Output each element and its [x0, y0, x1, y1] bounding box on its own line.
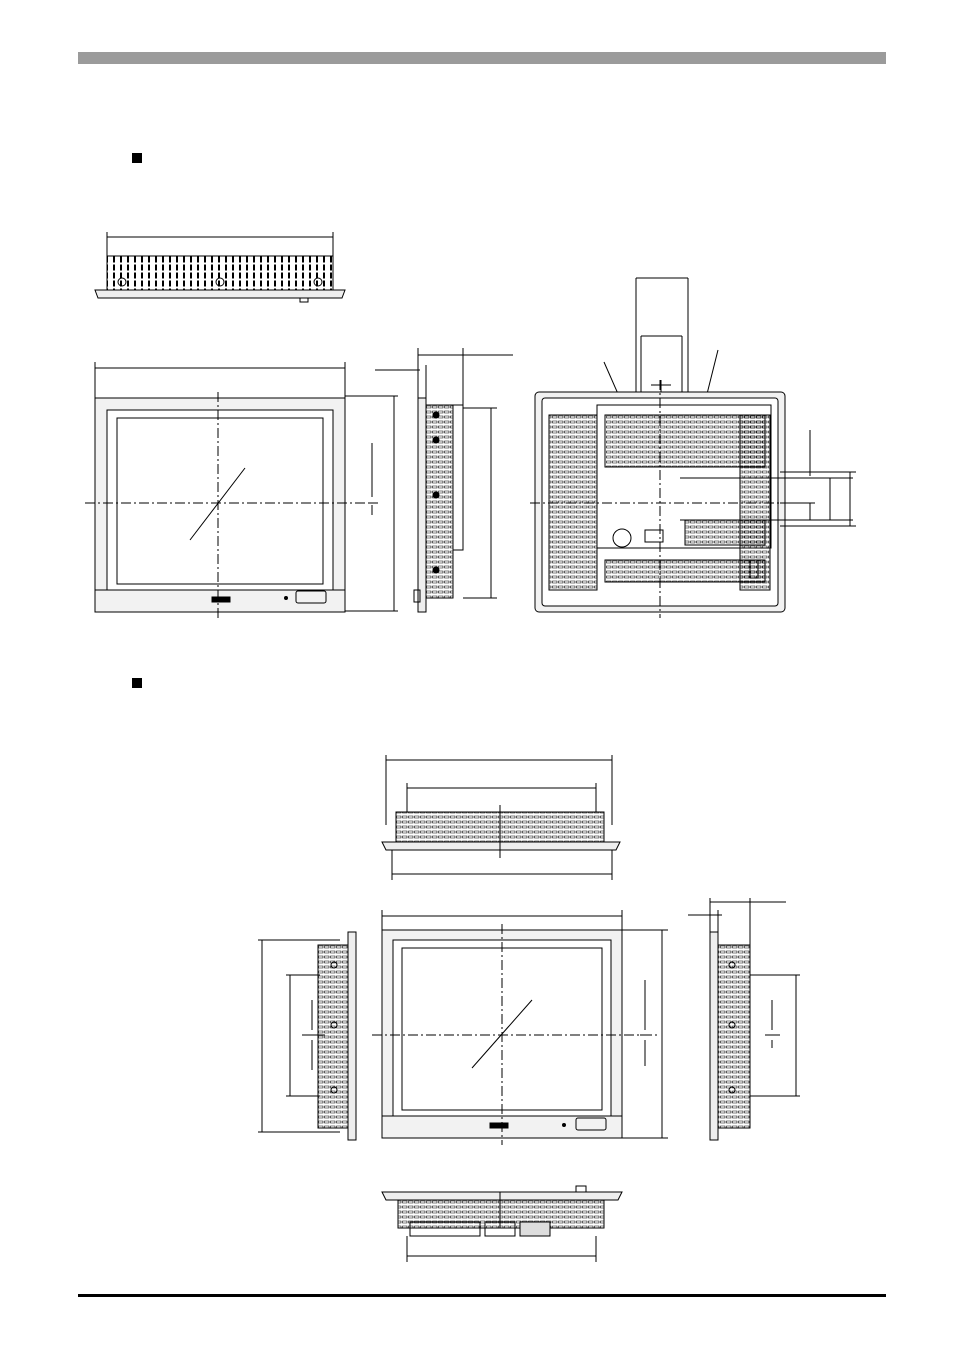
- section2-front-view: [372, 910, 668, 1145]
- section2-top-view: [382, 755, 620, 880]
- section2-bottom-view: [382, 1186, 622, 1262]
- footer-rule: [78, 1294, 886, 1297]
- section2-left-view: [258, 932, 356, 1140]
- section2-right-view: [688, 898, 800, 1140]
- section1-rear-view: [530, 278, 856, 618]
- section1-front-view: [85, 362, 398, 618]
- section1-top-view: [95, 232, 345, 302]
- section1-side-view: [375, 348, 513, 612]
